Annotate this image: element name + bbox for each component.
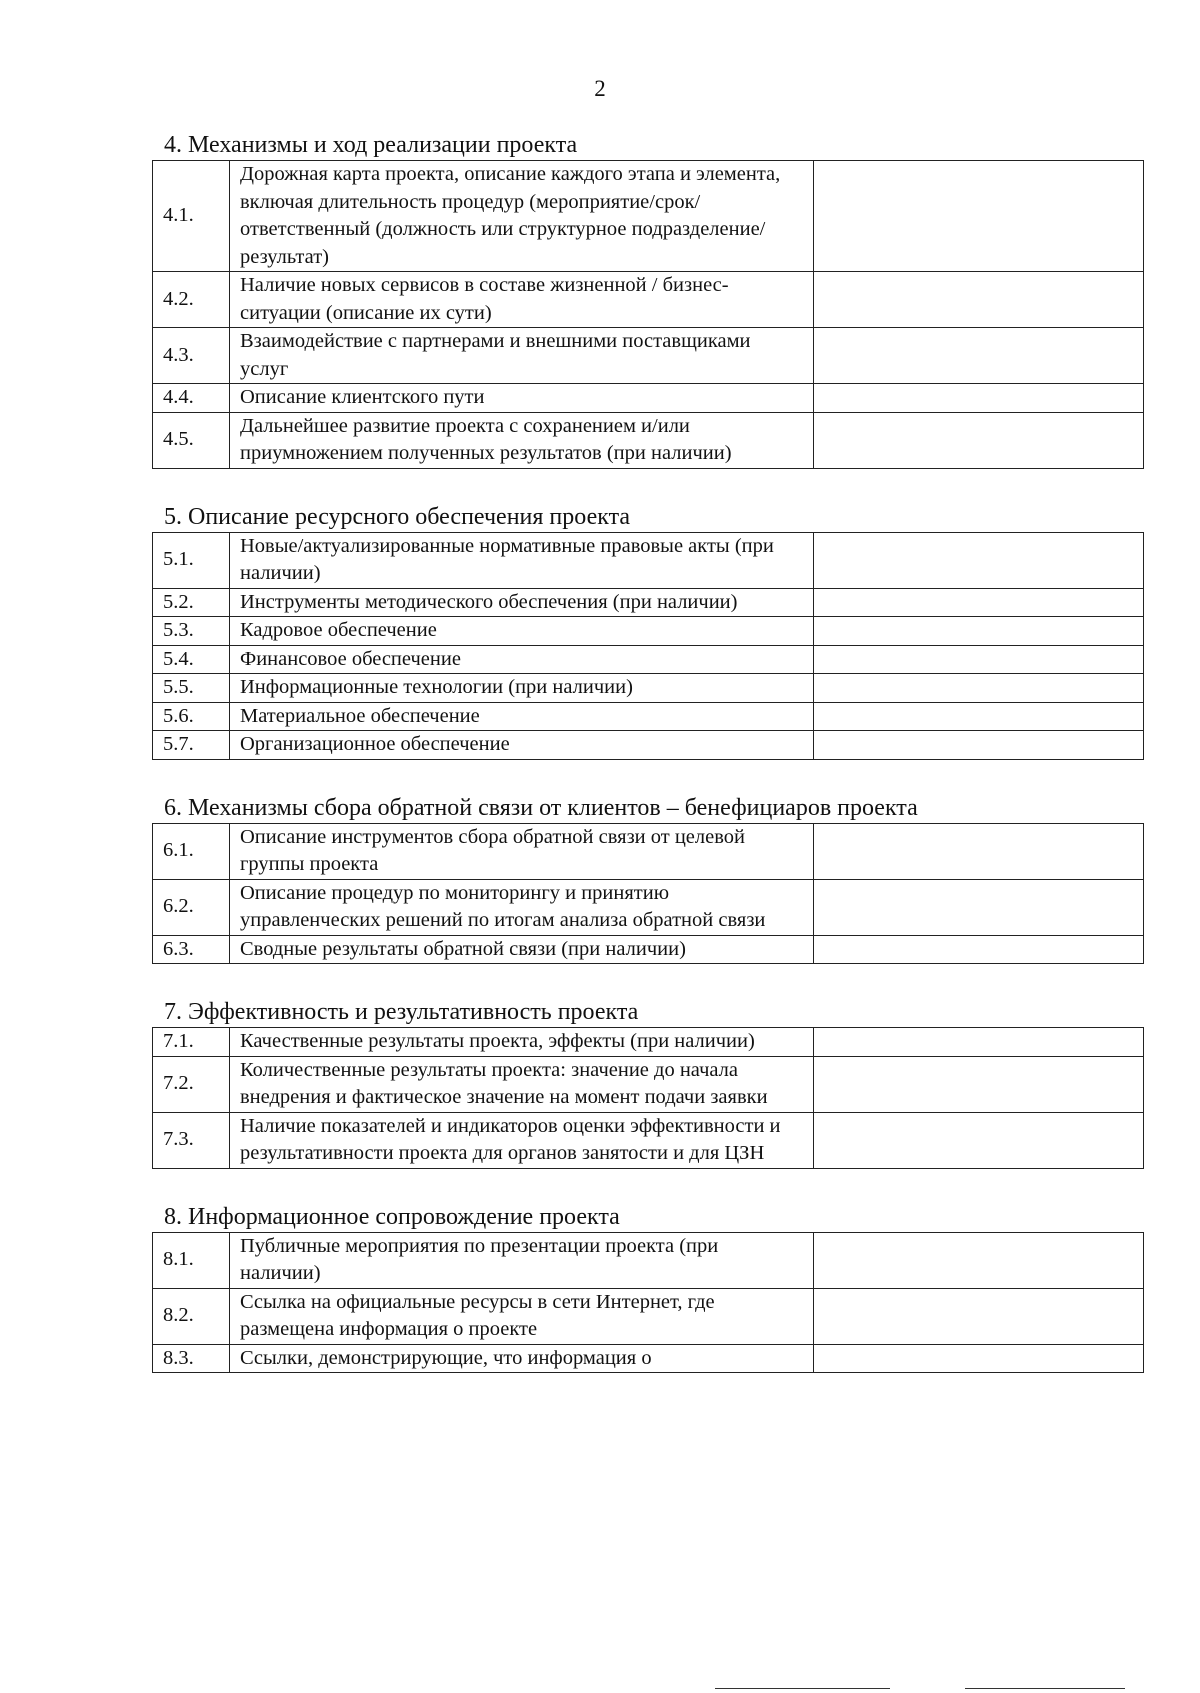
item-number: 6.1. xyxy=(153,823,230,879)
table-row xyxy=(153,1288,1144,1344)
section xyxy=(152,793,1144,965)
table-row xyxy=(153,731,1144,760)
table-row xyxy=(153,532,1144,588)
item-number: 7.1. xyxy=(153,1028,230,1057)
item-number: 7.2. xyxy=(153,1056,230,1112)
item-value-field[interactable] xyxy=(814,1028,1144,1057)
item-value-field[interactable] xyxy=(814,702,1144,731)
item-description: Дорожная карта проекта, описание каждого этапа и элемента, включая длительность процедур (мероприятие/срок/ответственный (должность или структурное подразделение/результат) xyxy=(230,161,814,272)
section xyxy=(152,130,1144,469)
table-row xyxy=(153,1232,1144,1288)
table-row xyxy=(153,935,1144,964)
section xyxy=(152,997,1144,1169)
item-description: Ссылка на официальные ресурсы в сети Интернет, где размещена информация о проекте xyxy=(230,1288,814,1344)
item-value-field[interactable] xyxy=(814,823,1144,879)
item-value-field[interactable] xyxy=(814,588,1144,617)
item-value-field[interactable] xyxy=(814,328,1144,384)
table-row xyxy=(153,412,1144,468)
item-value-field[interactable] xyxy=(814,1112,1144,1168)
section-table xyxy=(152,1232,1144,1374)
item-value-field[interactable] xyxy=(814,412,1144,468)
item-value-field[interactable] xyxy=(814,1344,1144,1373)
table-row xyxy=(153,161,1144,272)
item-description: Дальнейшее развитие проекта с сохранением и/или приумножением полученных результатов (при наличии) xyxy=(230,412,814,468)
item-description: Описание клиентского пути xyxy=(230,384,814,413)
item-value-field[interactable] xyxy=(814,645,1144,674)
item-number: 4.1. xyxy=(153,161,230,272)
item-number: 6.3. xyxy=(153,935,230,964)
table-row xyxy=(153,1344,1144,1373)
table-row xyxy=(153,588,1144,617)
item-description: Материальное обеспечение xyxy=(230,702,814,731)
table-row xyxy=(153,823,1144,879)
table-row xyxy=(153,272,1144,328)
item-description: Описание процедур по мониторингу и принятию управленческих решений по итогам анализа обратной связи xyxy=(230,879,814,935)
footer-signature-lines xyxy=(715,1688,1145,1691)
item-description: Информационные технологии (при наличии) xyxy=(230,674,814,703)
item-description: Качественные результаты проекта, эффекты (при наличии) xyxy=(230,1028,814,1057)
item-value-field[interactable] xyxy=(814,384,1144,413)
item-number: 6.2. xyxy=(153,879,230,935)
item-value-field[interactable] xyxy=(814,617,1144,646)
item-value-field[interactable] xyxy=(814,532,1144,588)
section-table xyxy=(152,160,1144,469)
table-row xyxy=(153,384,1144,413)
item-number: 5.3. xyxy=(153,617,230,646)
table-row xyxy=(153,617,1144,646)
item-number: 4.5. xyxy=(153,412,230,468)
signature-line xyxy=(715,1688,890,1689)
item-number: 4.2. xyxy=(153,272,230,328)
table-row xyxy=(153,1112,1144,1168)
page-number: 2 xyxy=(594,76,606,101)
item-number: 4.3. xyxy=(153,328,230,384)
section xyxy=(152,502,1144,760)
item-number: 8.1. xyxy=(153,1232,230,1288)
item-description: Новые/актуализированные нормативные правовые акты (при наличии) xyxy=(230,532,814,588)
item-description: Количественные результаты проекта: значение до начала внедрения и фактическое значение на момент подачи заявки xyxy=(230,1056,814,1112)
item-description: Ссылки, демонстрирующие, что информация о xyxy=(230,1344,814,1373)
item-description: Наличие показателей и индикаторов оценки эффективности и результативности проекта для органов занятости и для ЦЗН xyxy=(230,1112,814,1168)
section-title: 4. Механизмы и ход реализации проекта xyxy=(164,132,578,158)
table-row xyxy=(153,879,1144,935)
item-number: 8.3. xyxy=(153,1344,230,1373)
section-table xyxy=(152,532,1144,760)
item-description: Сводные результаты обратной связи (при наличии) xyxy=(230,935,814,964)
item-value-field[interactable] xyxy=(814,272,1144,328)
item-value-field[interactable] xyxy=(814,731,1144,760)
form-sections xyxy=(152,130,1144,1406)
table-row xyxy=(153,1056,1144,1112)
item-number: 5.5. xyxy=(153,674,230,703)
item-description: Организационное обеспечение xyxy=(230,731,814,760)
section xyxy=(152,1202,1144,1374)
section-table xyxy=(152,1027,1144,1169)
item-number: 5.4. xyxy=(153,645,230,674)
item-value-field[interactable] xyxy=(814,935,1144,964)
table-row xyxy=(153,1028,1144,1057)
item-value-field[interactable] xyxy=(814,1232,1144,1288)
item-description: Наличие новых сервисов в составе жизненной / бизнес-ситуации (описание их сути) xyxy=(230,272,814,328)
item-number: 5.2. xyxy=(153,588,230,617)
item-value-field[interactable] xyxy=(814,1056,1144,1112)
item-description: Взаимодействие с партнерами и внешними поставщиками услуг xyxy=(230,328,814,384)
item-description: Описание инструментов сбора обратной связи от целевой группы проекта xyxy=(230,823,814,879)
item-number: 5.1. xyxy=(153,532,230,588)
section-title: 6. Механизмы сбора обратной связи от клиентов – бенефициаров проекта xyxy=(164,794,918,821)
item-number: 7.3. xyxy=(153,1112,230,1168)
item-value-field[interactable] xyxy=(814,674,1144,703)
table-row xyxy=(153,702,1144,731)
table-row xyxy=(153,645,1144,674)
item-number: 8.2. xyxy=(153,1288,230,1344)
section-title: 8. Информационное сопровождение проекта xyxy=(164,1203,620,1230)
section-title: 7. Эффективность и результативность проекта xyxy=(164,999,639,1025)
item-number: 5.6. xyxy=(153,702,230,731)
section-title: 5. Описание ресурсного обеспечения проекта xyxy=(164,503,630,530)
item-value-field[interactable] xyxy=(814,1288,1144,1344)
item-number: 4.4. xyxy=(153,384,230,413)
item-description: Публичные мероприятия по презентации проекта (при наличии) xyxy=(230,1232,814,1288)
table-row xyxy=(153,674,1144,703)
item-description: Инструменты методического обеспечения (при наличии) xyxy=(230,588,814,617)
signature-line xyxy=(965,1688,1125,1689)
item-description: Кадровое обеспечение xyxy=(230,617,814,646)
item-value-field[interactable] xyxy=(814,879,1144,935)
item-description: Финансовое обеспечение xyxy=(230,645,814,674)
item-number: 5.7. xyxy=(153,731,230,760)
section-table xyxy=(152,823,1144,965)
table-row xyxy=(153,328,1144,384)
item-value-field[interactable] xyxy=(814,161,1144,272)
